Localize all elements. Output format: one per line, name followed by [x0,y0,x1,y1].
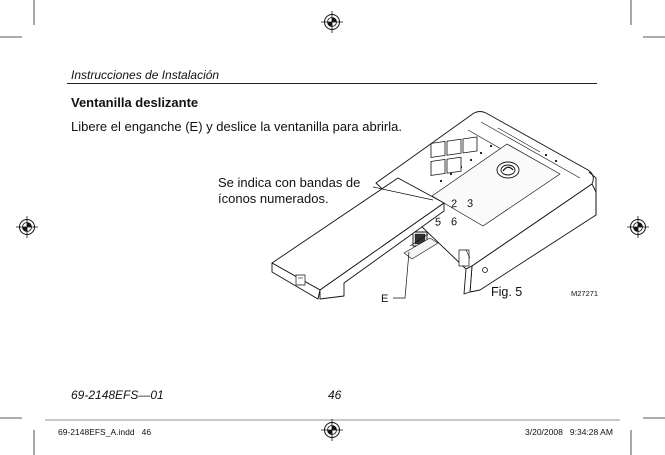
icon-band-number: 3 [467,197,474,211]
document-number: 69-2148EFS—01 [71,388,164,402]
icon-band-number: 6 [451,215,458,229]
instruction-text: Libere el enganche (E) y deslice la ventanilla para abrirla. [71,119,402,134]
slug-filename: 69-2148EFS_A.indd 46 [58,427,152,437]
latch-leader [393,252,409,298]
icon-band-number: 5 [435,216,442,229]
section-title: Ventanilla deslizante [71,95,199,110]
figure-callout [218,175,360,207]
header-rule [67,83,597,84]
latch-label: E [381,293,389,305]
icon-band-number: 2 [451,197,458,211]
page-number: 46 [328,388,342,402]
slug-datetime: 3/20/2008 9:34:28 AM [525,427,613,437]
dial-icon [497,162,519,178]
registration-mark-right [627,216,649,238]
callout-line: Se indica con bandas de [218,175,361,190]
figure-code: M27271 [571,289,599,298]
running-header: Instrucciones de Instalación [71,68,220,82]
callout-line: íconos numerados. [218,191,329,206]
figure-number: Fig. 5 [491,285,523,299]
registration-mark-left [16,216,38,238]
registration-mark-top [321,11,343,33]
registration-mark-bottom [321,419,343,441]
